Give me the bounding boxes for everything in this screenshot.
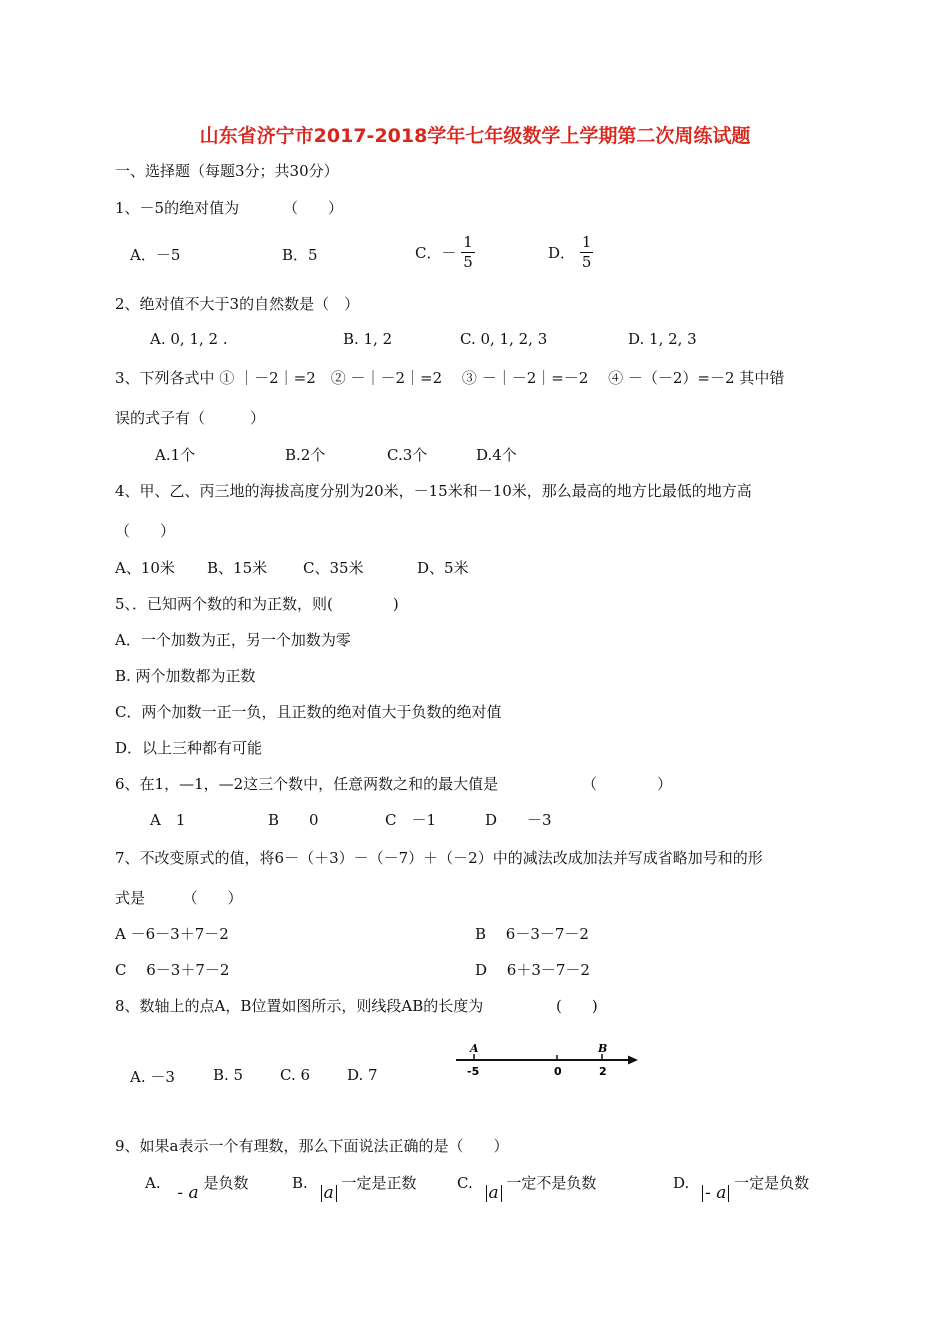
q6-stem: 6、在1，—1，—2这三个数中，任意两数之和的最大值是 [115, 775, 499, 793]
q9-option-c [457, 1172, 597, 1203]
q1-option-c-fraction [461, 235, 475, 270]
q2-option-c: C. 0, 1, 2, 3 [460, 330, 548, 348]
q1-option-d [548, 235, 593, 270]
q3-option-c: C.3个 [387, 446, 428, 464]
q5-option-d: D．以上三种都有可能 [115, 739, 263, 757]
q3-option-b: B.2个 [285, 446, 326, 464]
q6-option-a: A 1 [150, 811, 186, 829]
q6-paren: （ ） [582, 775, 673, 793]
option-text: 一定是负数 [734, 1174, 810, 1192]
page-title: 山东省济宁市2017-2018学年七年级数学上学期第二次周练试题 [199, 125, 751, 147]
q9-option-b [292, 1172, 417, 1203]
q8-option-b: B. 5 [213, 1066, 244, 1084]
q4-option-d: D、5米 [417, 559, 469, 577]
tick-label-2: 2 [599, 1065, 607, 1078]
q7-line2: 式是 （ ） [115, 889, 243, 907]
q1-option-d-prefix: D． [548, 244, 576, 262]
q9-stem: 9、如果a表示一个有理数，那么下面说法正确的是（ ） [115, 1137, 509, 1155]
q7-option-a: A －6－3＋7－2 [115, 925, 229, 943]
q8-paren: ( ) [556, 997, 598, 1015]
number-line-figure [450, 1040, 645, 1082]
q5-option-c: C．两个加数一正一负，且正数的绝对值大于负数的绝对值 [115, 703, 502, 721]
q1-option-a: A．－5 [130, 246, 181, 264]
point-b-label: B [598, 1042, 608, 1055]
q3-option-d: D.4个 [476, 446, 517, 464]
q3-line1: 3、下列各式中 ① ｜－2｜=2 ② －｜－2｜=2 ③ －｜－2｜=－2 ④ －（－2）=－2 其中错 [115, 369, 785, 387]
q9-option-d [673, 1172, 810, 1203]
q1-paren: （ ） [283, 199, 344, 217]
tick-label-0: 0 [554, 1065, 562, 1078]
q9-option-a [145, 1172, 249, 1203]
absolute-value-expression: a [321, 1185, 337, 1202]
q5-stem: 5、．已知两个数的和为正数，则( ) [115, 595, 399, 613]
option-letter: B. [292, 1174, 308, 1192]
section-heading: 一、选择题（每题3分；共30分） [115, 162, 339, 180]
q6-option-c: C －1 [385, 811, 437, 829]
q2-option-d: D. 1, 2, 3 [628, 330, 697, 348]
option-letter: D. [673, 1174, 690, 1192]
q1-option-c-prefix: C．－ [415, 244, 457, 262]
arrow-head-icon [628, 1056, 638, 1065]
tick-label-neg5: -5 [467, 1065, 480, 1078]
option-text: 一定不是负数 [506, 1174, 597, 1192]
fraction-denominator: 5 [463, 253, 473, 271]
q2-stem: 2、绝对值不大于3的自然数是（ ） [115, 295, 360, 313]
q1-stem: 1、－5的绝对值为 [115, 199, 240, 217]
fraction-numerator: 1 [581, 233, 592, 251]
absolute-value-expression: a [486, 1185, 502, 1202]
q1-option-c [415, 235, 475, 270]
math-expression: - a [177, 1183, 199, 1203]
q7-line1: 7、不改变原式的值，将6－（＋3）－（－7）＋（－2）中的减法改成加法并写成省略加号和的形 [115, 849, 763, 867]
fraction-numerator: 1 [463, 233, 473, 251]
q3-option-a: A.1个 [155, 446, 196, 464]
option-letter: A. [145, 1174, 161, 1192]
q7-option-c: C 6－3＋7－2 [115, 961, 230, 979]
fraction-denominator: 5 [581, 253, 592, 271]
absolute-value-expression: - a [702, 1185, 729, 1202]
q1-option-b: B．5 [282, 246, 318, 264]
q7-option-d: D 6＋3－7－2 [475, 961, 590, 979]
q1-option-d-fraction [580, 235, 594, 270]
q6-option-d: D －3 [485, 811, 552, 829]
option-text: 是负数 [203, 1174, 249, 1192]
q4-line2: （ ） [115, 522, 176, 540]
q2-option-a: A. 0, 1, 2 . [150, 330, 228, 348]
q8-option-d: D. 7 [347, 1066, 378, 1084]
q8-option-a: A. －3 [130, 1068, 175, 1086]
q8-stem: 8、数轴上的点A，B位置如图所示，则线段AB的长度为 [115, 997, 484, 1015]
q4-option-c: C、35米 [303, 559, 364, 577]
q3-line2: 误的式子有（ ） [115, 409, 266, 427]
q5-option-a: A．一个加数为正，另一个加数为零 [115, 631, 351, 649]
q4-line1: 4、甲、乙、丙三地的海拔高度分别为20米，－15米和－10米，那么最高的地方比最低的地方高 [115, 482, 752, 500]
q6-option-b: B 0 [268, 811, 319, 829]
q2-option-b: B. 1, 2 [343, 330, 393, 348]
q4-option-a: A、10米 [115, 559, 175, 577]
q5-option-b: B. 两个加数都为正数 [115, 667, 256, 685]
q7-option-b: B 6－3－7－2 [475, 925, 589, 943]
q8-option-c: C. 6 [280, 1066, 311, 1084]
option-letter: C. [457, 1174, 473, 1192]
option-text: 一定是正数 [341, 1174, 417, 1192]
q4-option-b: B、15米 [207, 559, 268, 577]
point-a-label: A [470, 1042, 479, 1055]
